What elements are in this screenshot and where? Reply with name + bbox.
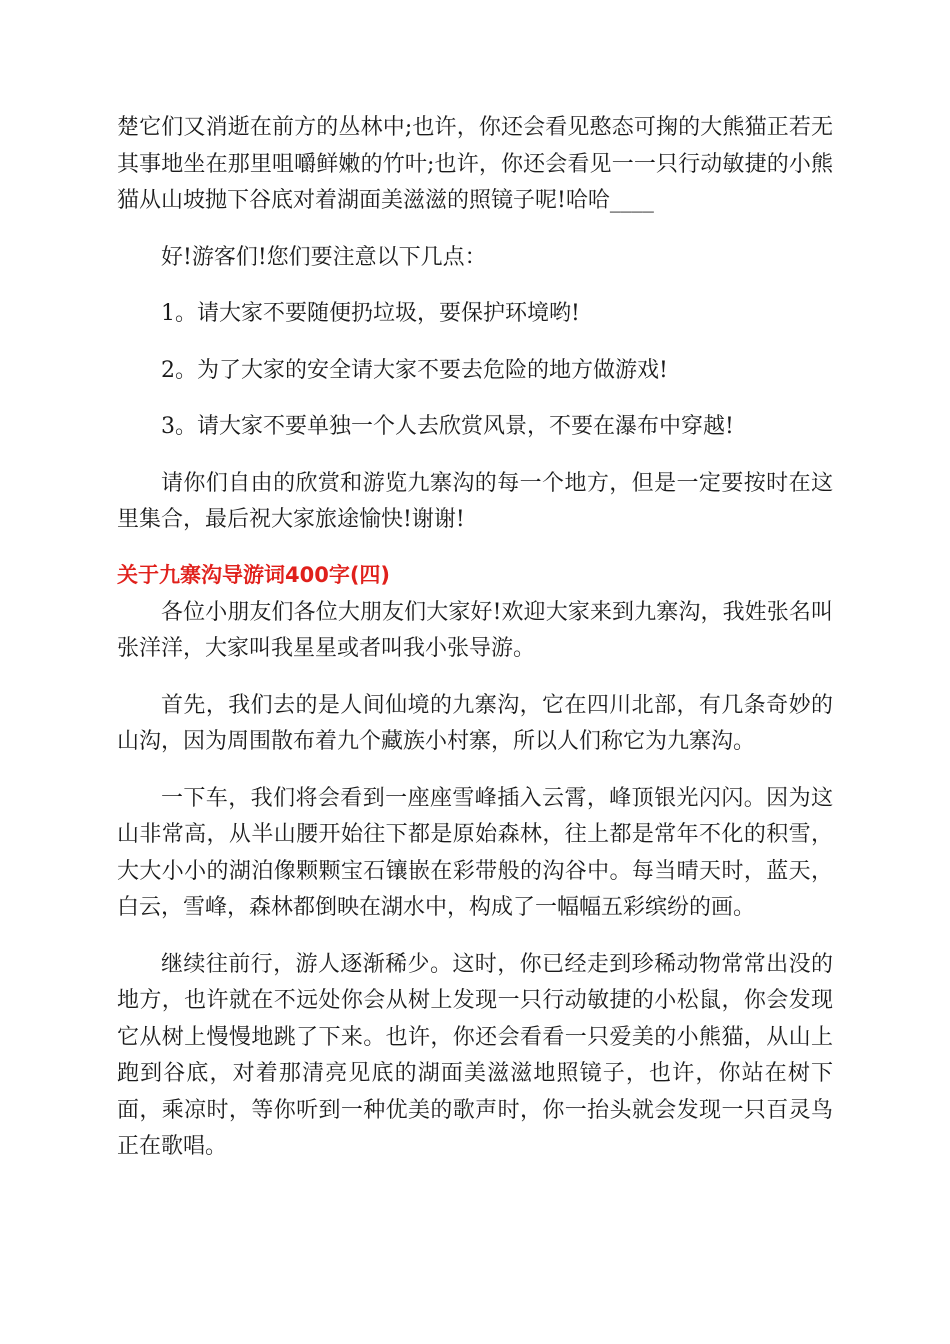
notice-item-2: 2。为了大家的安全请大家不要去危险的地方做游戏! — [161, 357, 668, 383]
document-page — [117, 110, 833, 1186]
notice-item-1: 1。请大家不要随便扔垃圾，要保护环境哟! — [161, 301, 580, 326]
paragraph-closing: 请你们自由的欣赏和游览九寨沟的每一个地方，但是一定要按时在这里集合，最后祝大家旅途愉快!谢谢! — [117, 470, 833, 532]
section-heading: 关于九寨沟导游词400字(四) — [117, 562, 391, 587]
notice-item-3: 3。请大家不要单独一个人去欣赏风景，不要在瀑布中穿越! — [161, 414, 734, 439]
paragraph-scenery: 一下车，我们将会看到一座座雪峰插入云霄，峰顶银光闪闪。因为这山非常高，从半山腰开始往下都是原始森林，往上都是常年不化的积雪，大大小小的湖泊像颗颗宝石镶嵌在彩带般的沟谷中。每当晴天时，蓝天，白云，雪峰，森林都倒映在湖水中，构成了一幅幅五彩缤纷的画。 — [117, 785, 833, 920]
paragraph-intro: 首先，我们去的是人间仙境的九寨沟，它在四川北部，有几条奇妙的山沟，因为周围散布着九个藏族小村寨，所以人们称它为九寨沟。 — [117, 692, 833, 754]
paragraph-greeting: 各位小朋友们各位大朋友们大家好!欢迎大家来到九寨沟，我姓张名叫张洋洋，大家叫我星星或者叫我小张导游。 — [117, 599, 833, 661]
paragraph-continuation: 楚它们又消逝在前方的丛林中;也许，你还会看见憨态可掬的大熊猫正若无其事地坐在那里咀嚼鲜嫩的竹叶;也许，你还会看见一一只行动敏捷的小熊猫从山坡抛下谷底对着湖面美滋滋的照镜子呢!哈哈____ — [117, 115, 833, 213]
paragraph-animals: 继续往前行，游人逐渐稀少。这时，你已经走到珍稀动物常常出没的地方，也许就在不远处你会从树上发现一只行动敏捷的小松鼠，你会发现它从树上慢慢地跳了下来。也许，你还会看看一只爱美的小熊猫，从山上跑到谷底，对着那清亮见底的湖面美滋滋地照镜子，也许，你站在树下面，乘凉时，等你听到一种优美的歌声时，你一抬头就会发现一只百灵鸟正在歌唱。 — [117, 951, 833, 1159]
paragraph-notice-intro: 好!游客们!您们要注意以下几点： — [161, 244, 487, 270]
